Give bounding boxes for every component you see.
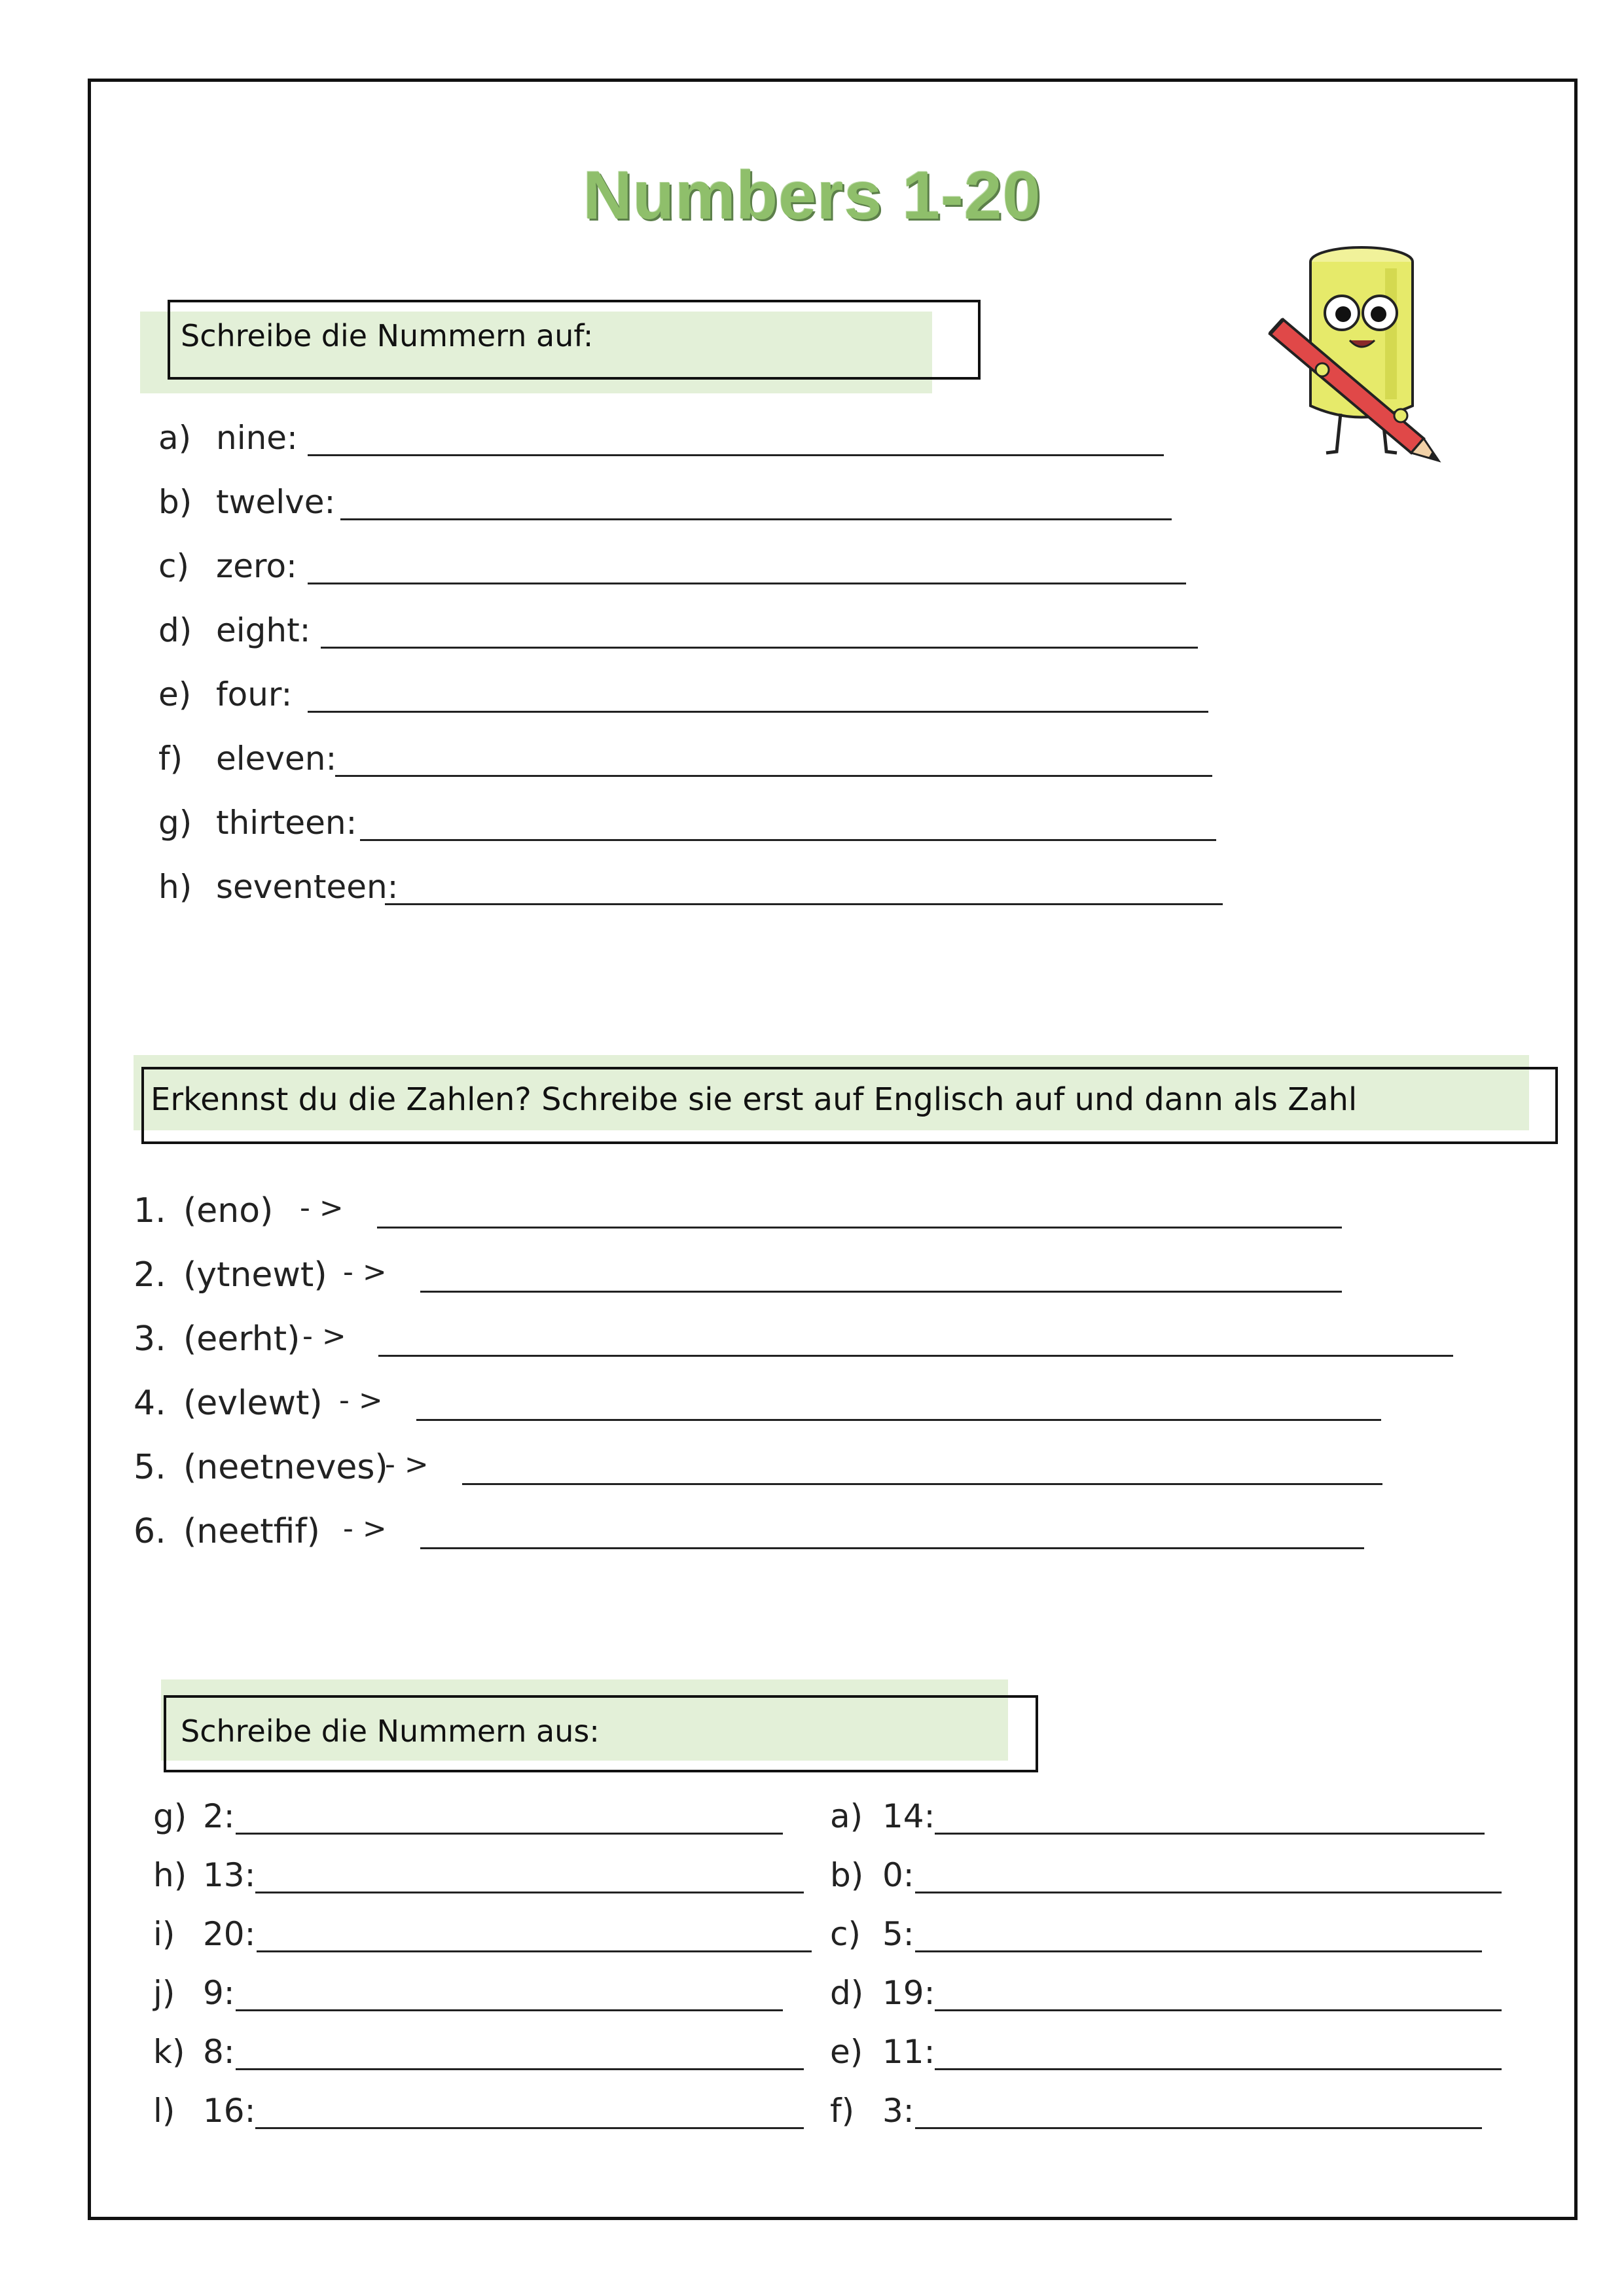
answer-line[interactable]	[378, 1355, 1453, 1357]
list-item	[830, 1974, 1419, 2020]
list-item	[134, 1512, 1377, 1558]
answer-line[interactable]	[308, 454, 1164, 456]
mascot-hand	[1316, 363, 1329, 376]
answer-line[interactable]	[255, 2127, 804, 2129]
answer-line[interactable]	[935, 1833, 1485, 1835]
section1-instruction: Schreibe die Nummern auf:	[181, 318, 594, 353]
item-number: 20:	[203, 1915, 256, 1953]
answer-line[interactable]	[935, 2068, 1502, 2070]
item-number: 2:	[203, 1797, 235, 1835]
answer-line[interactable]	[377, 1227, 1342, 1229]
pencil-mascot-icon	[1263, 242, 1460, 465]
list-item	[153, 2092, 742, 2138]
item-number: 9:	[203, 1974, 235, 2012]
arrow-text: - >	[302, 1319, 346, 1353]
item-number: 2.	[134, 1255, 166, 1295]
item-word: thirteen:	[216, 804, 357, 842]
list-item	[134, 1319, 1377, 1365]
list-item	[158, 804, 1271, 850]
list-item	[158, 483, 1271, 529]
item-letter: i)	[153, 1915, 175, 1953]
list-item	[153, 1915, 742, 1961]
list-item	[158, 611, 1271, 657]
item-word: eight:	[216, 611, 311, 649]
list-item	[153, 1974, 742, 2020]
item-number: 11:	[882, 2033, 935, 2071]
answer-line[interactable]	[321, 647, 1198, 649]
item-letter: a)	[830, 1797, 863, 1835]
answer-line[interactable]	[236, 2068, 804, 2070]
answer-line[interactable]	[257, 1950, 812, 1952]
answer-line[interactable]	[420, 1291, 1342, 1293]
answer-line[interactable]	[308, 711, 1208, 713]
answer-line[interactable]	[335, 775, 1212, 777]
list-item	[830, 2033, 1419, 2079]
item-number: 16:	[203, 2092, 256, 2130]
list-item	[158, 675, 1271, 721]
arrow-text: - >	[343, 1512, 387, 1545]
item-letter: d)	[830, 1974, 864, 2012]
item-number: 14:	[882, 1797, 935, 1835]
answer-line[interactable]	[255, 1892, 804, 1893]
item-word: twelve:	[216, 483, 336, 521]
arrow-text: - >	[300, 1191, 344, 1225]
list-item	[134, 1191, 1377, 1237]
answer-line[interactable]	[340, 518, 1172, 520]
item-number: 6.	[134, 1512, 166, 1551]
item-number: 4.	[134, 1384, 166, 1423]
scrambled-word: (neetneves)	[183, 1448, 388, 1487]
item-letter: g)	[158, 804, 192, 842]
answer-line[interactable]	[462, 1483, 1382, 1485]
mascot-hand	[1394, 409, 1407, 422]
item-word: zero:	[216, 547, 297, 585]
item-number: 5:	[882, 1915, 914, 1953]
item-number: 3.	[134, 1319, 166, 1359]
list-item	[153, 2033, 742, 2079]
answer-line[interactable]	[385, 903, 1223, 905]
item-letter: a)	[158, 419, 192, 457]
answer-line[interactable]	[360, 839, 1216, 841]
item-letter: h)	[153, 1856, 187, 1894]
scrambled-word: (eerht)	[183, 1319, 300, 1359]
answer-line[interactable]	[915, 2127, 1482, 2129]
list-item	[830, 1856, 1419, 1902]
arrow-text: - >	[339, 1384, 383, 1417]
answer-line[interactable]	[236, 2009, 783, 2011]
arrow-text: - >	[343, 1255, 387, 1289]
scrambled-word: (eno)	[183, 1191, 274, 1230]
list-item	[158, 419, 1271, 465]
item-number: 8:	[203, 2033, 235, 2071]
item-letter: g)	[153, 1797, 187, 1835]
answer-line[interactable]	[236, 1833, 783, 1835]
answer-line[interactable]	[308, 583, 1186, 584]
item-word: eleven:	[216, 740, 337, 778]
item-letter: f)	[158, 740, 183, 778]
scrambled-word: (neetfif)	[183, 1512, 320, 1551]
list-item	[830, 1797, 1419, 1843]
item-letter: c)	[158, 547, 189, 585]
answer-line[interactable]	[915, 1892, 1502, 1893]
section2-instruction: Erkennst du die Zahlen? Schreibe sie erst auf Englisch auf und dann als Zahl	[151, 1081, 1358, 1118]
item-number: 1.	[134, 1191, 166, 1230]
scrambled-word: (evlewt)	[183, 1384, 323, 1423]
page-title: Numbers 1-20	[583, 158, 1041, 234]
item-letter: b)	[830, 1856, 864, 1894]
item-letter: h)	[158, 868, 192, 906]
item-letter: l)	[153, 2092, 175, 2130]
item-letter: e)	[158, 675, 192, 713]
item-letter: j)	[153, 1974, 175, 2012]
item-letter: b)	[158, 483, 192, 521]
list-item	[158, 740, 1271, 785]
item-letter: c)	[830, 1915, 861, 1953]
list-item	[153, 1797, 742, 1843]
list-item	[830, 1915, 1419, 1961]
item-letter: k)	[153, 2033, 185, 2071]
item-number: 5.	[134, 1448, 166, 1487]
list-item	[134, 1384, 1377, 1429]
item-number: 3:	[882, 2092, 914, 2130]
scrambled-word: (ytnewt)	[183, 1255, 327, 1295]
answer-line[interactable]	[915, 1950, 1482, 1952]
item-number: 19:	[882, 1974, 935, 2012]
item-letter: d)	[158, 611, 192, 649]
item-word: nine:	[216, 419, 298, 457]
answer-line[interactable]	[420, 1547, 1364, 1549]
item-letter: e)	[830, 2033, 863, 2071]
item-word: four:	[216, 675, 293, 713]
section3-instruction: Schreibe die Nummern aus:	[181, 1713, 600, 1749]
list-item	[134, 1255, 1377, 1301]
arrow-text: - >	[385, 1448, 429, 1481]
item-word: seventeen:	[216, 868, 399, 906]
list-item	[158, 547, 1271, 593]
item-letter: f)	[830, 2092, 855, 2130]
list-item	[158, 868, 1271, 914]
list-item	[830, 2092, 1419, 2138]
list-item	[134, 1448, 1377, 1494]
item-number: 0:	[882, 1856, 914, 1894]
item-number: 13:	[203, 1856, 256, 1894]
answer-line[interactable]	[935, 2009, 1502, 2011]
list-item	[153, 1856, 742, 1902]
answer-line[interactable]	[416, 1419, 1381, 1421]
